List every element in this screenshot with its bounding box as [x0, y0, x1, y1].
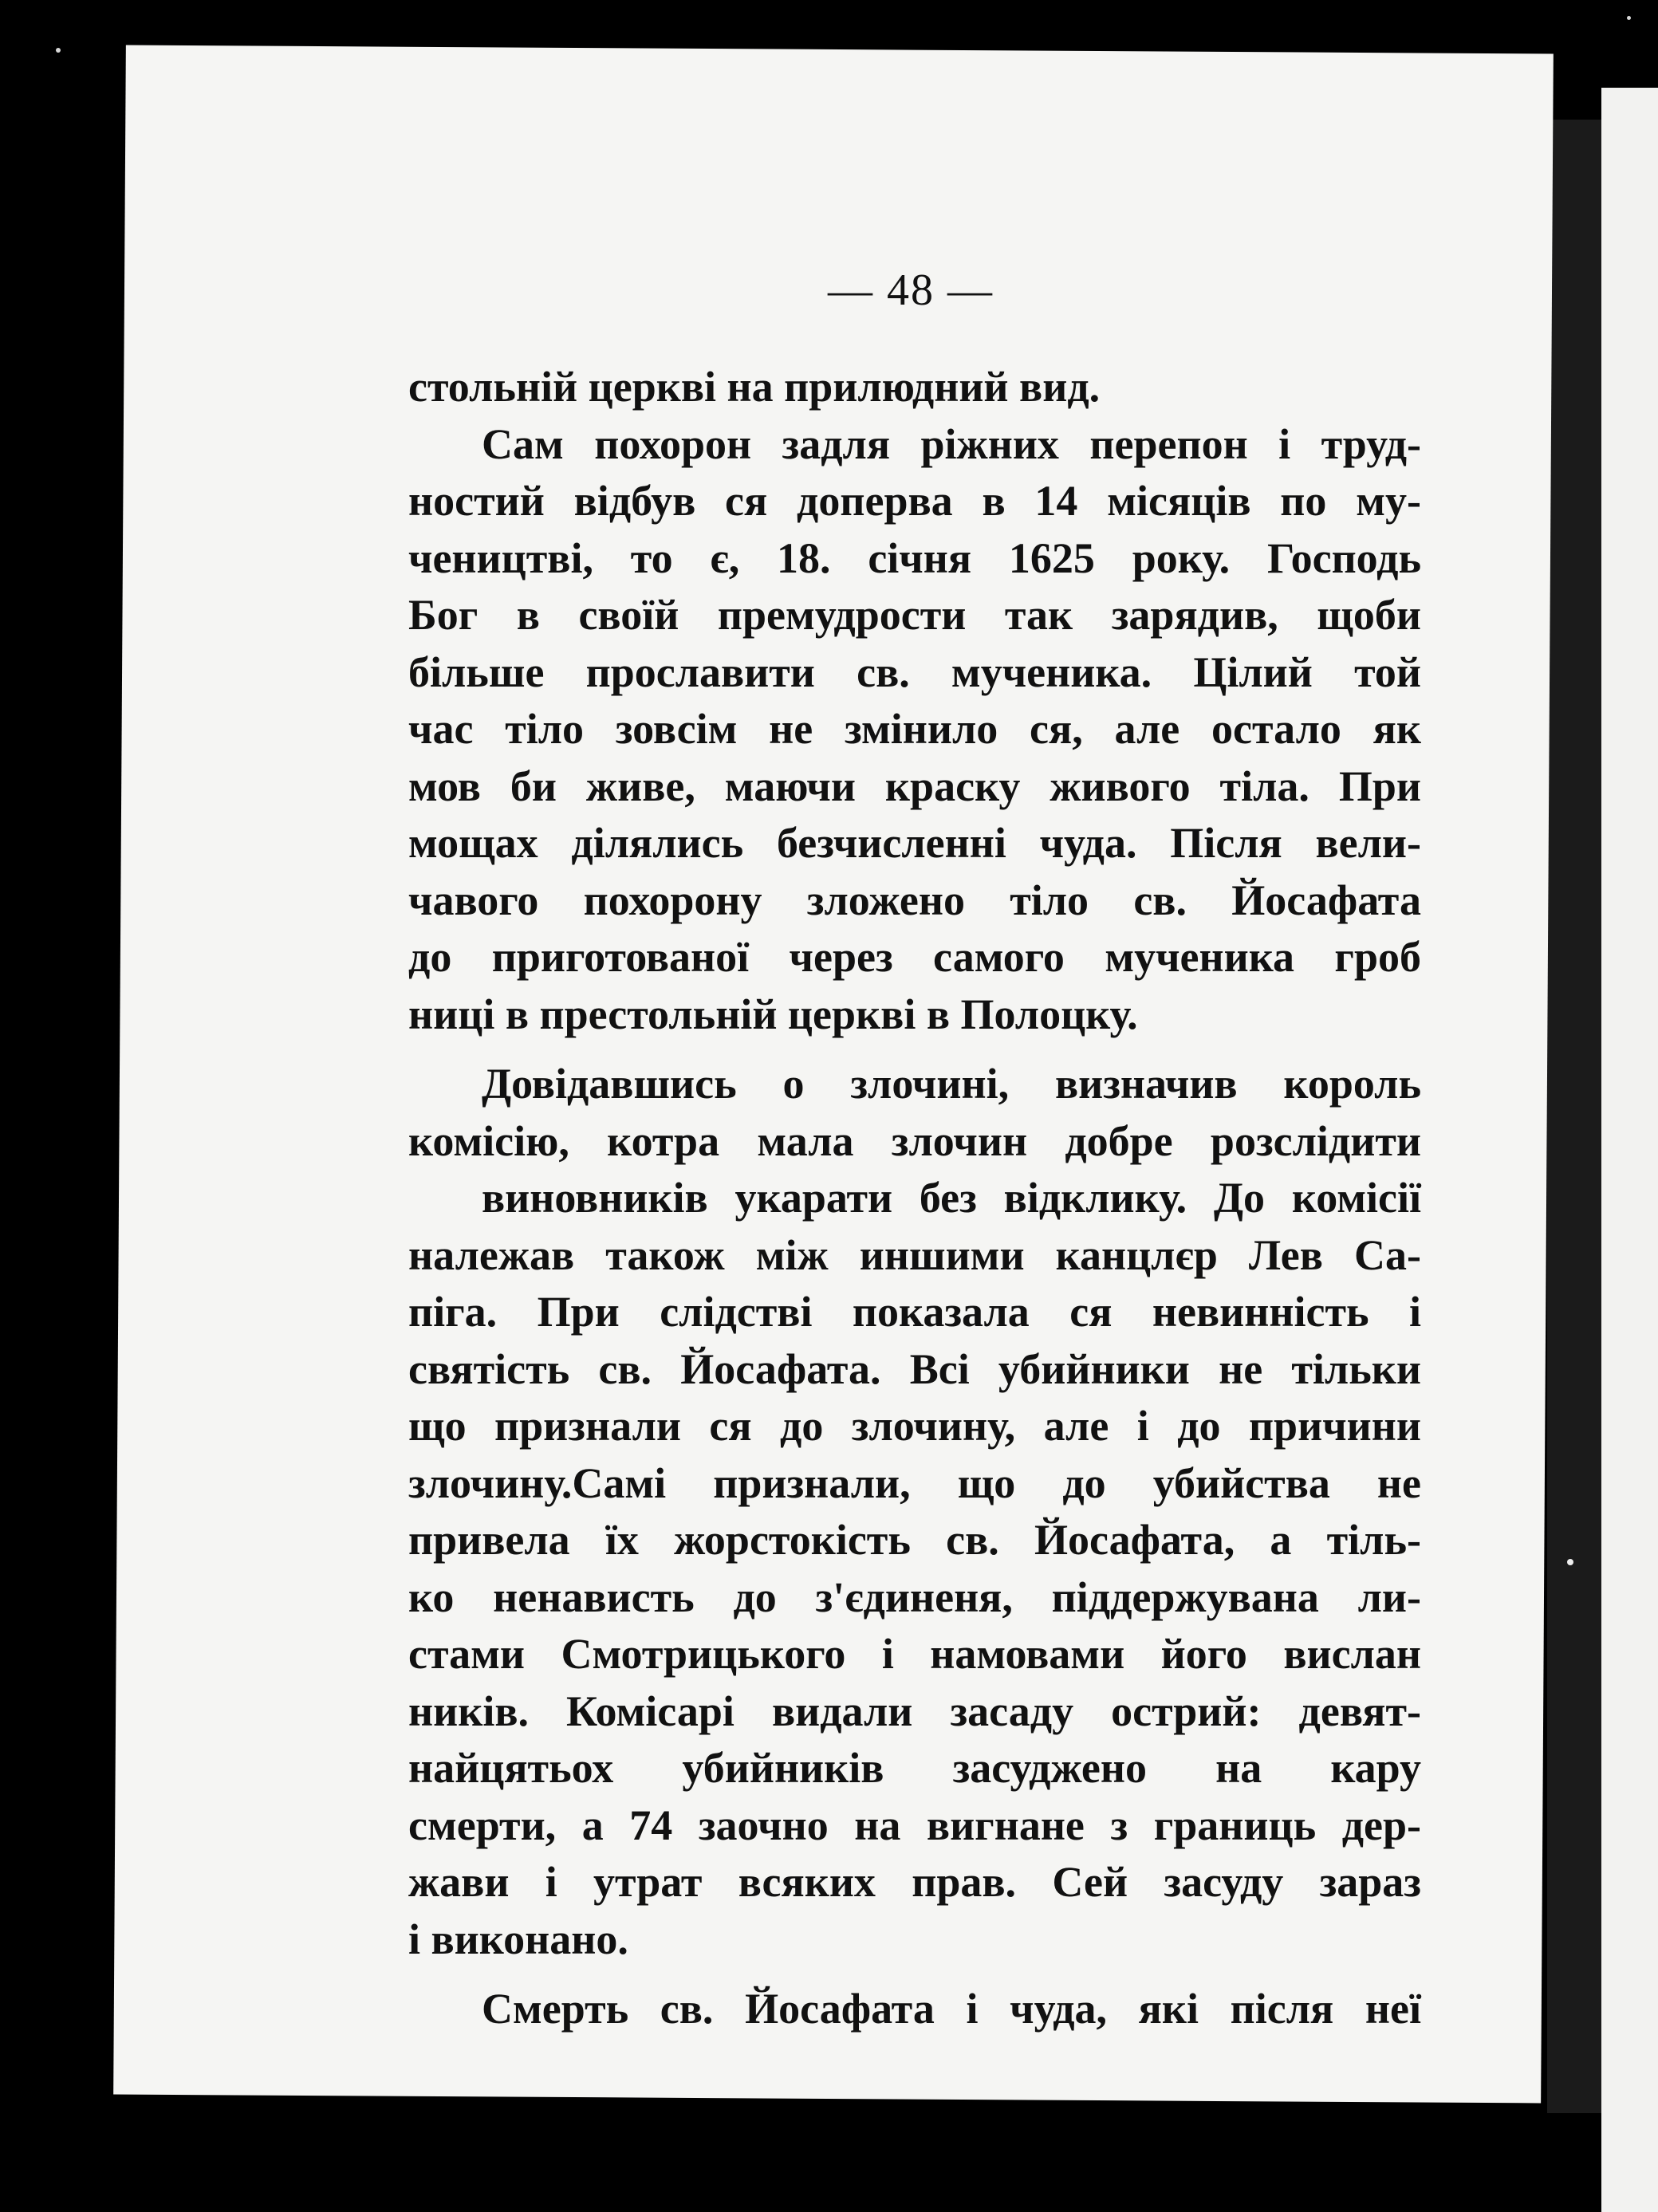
- text-line: Довідавшись о злочині, визначив король: [482, 1060, 1421, 1108]
- text-line: жави і утрат всяких прав. Сей засуду зараз: [408, 1858, 1421, 1906]
- text-line: чавого похорону зложено тіло св. Йосафата: [408, 876, 1421, 924]
- text-line: Бог в своїй премудрости так зарядив, щоби: [408, 591, 1421, 639]
- scan-speck: [1627, 16, 1631, 20]
- text-line: комісію, котра мала злочин добре розслідити: [408, 1116, 1421, 1165]
- text-line: мощах ділялись безчисленні чуда. Після вели-: [408, 819, 1421, 867]
- text-line: ників. Комісарі видали засаду острий: девят-: [408, 1687, 1421, 1735]
- text-line: привела їх жорстокість св. Йосафата, а тіль-: [408, 1516, 1421, 1564]
- text-line: смерти, а 74 заочно на вигнане з границь дер-: [408, 1801, 1421, 1849]
- next-page-edge: [1547, 120, 1601, 2113]
- text-line: ко ненависть до з'єдиненя, піддержувана ли-: [408, 1572, 1421, 1621]
- text-line: і виконано.: [408, 1915, 628, 1963]
- text-line: злочину.Самі признали, що до убийства не: [408, 1458, 1421, 1507]
- next-page: [1601, 88, 1658, 2212]
- text-line: піга. При слідстві показала ся невинність і: [408, 1288, 1421, 1336]
- text-line: стольній церкві на прилюдний вид.: [408, 363, 1101, 411]
- body-text: [408, 359, 1421, 2038]
- scan-speck: [56, 48, 61, 53]
- text-line: Смерть св. Йосафата і чуда, які після неї: [482, 1985, 1421, 2033]
- text-line: більше прославити св. мученика. Цілий той: [408, 647, 1421, 696]
- text-line: стами Смотрицького і намовами його вислан: [408, 1630, 1421, 1678]
- text-line: Сам похорон задля ріжних перепон і труд-: [482, 419, 1421, 468]
- text-line: святість св. Йосафата. Всі убийники не тільки: [408, 1344, 1421, 1393]
- text-line: виновників укарати без відклику. До комісії: [482, 1174, 1421, 1222]
- page-number: — 48 —: [828, 266, 994, 315]
- text-line: ностий відбув ся доперва в 14 місяців по му-: [408, 477, 1421, 525]
- text-line: чеництві, то є, 18. січня 1625 року. Господь: [408, 533, 1421, 582]
- text-line: до приготованої через самого мученика гроб: [408, 933, 1421, 981]
- text-line: мов би живе, маючи краску живого тіла. При: [408, 762, 1421, 810]
- text-line: найцятьох убийників засуджено на кару: [408, 1744, 1421, 1792]
- text-line: належав також між иншими канцлєр Лев Са-: [408, 1230, 1421, 1279]
- text-line: час тіло зовсім не змінило ся, але остало як: [408, 705, 1421, 753]
- text-line: що признали ся до злочину, але і до причини: [408, 1402, 1421, 1450]
- text-line: ниці в престольній церкві в Полоцку.: [408, 990, 1138, 1038]
- scan-speck: [1567, 1559, 1573, 1565]
